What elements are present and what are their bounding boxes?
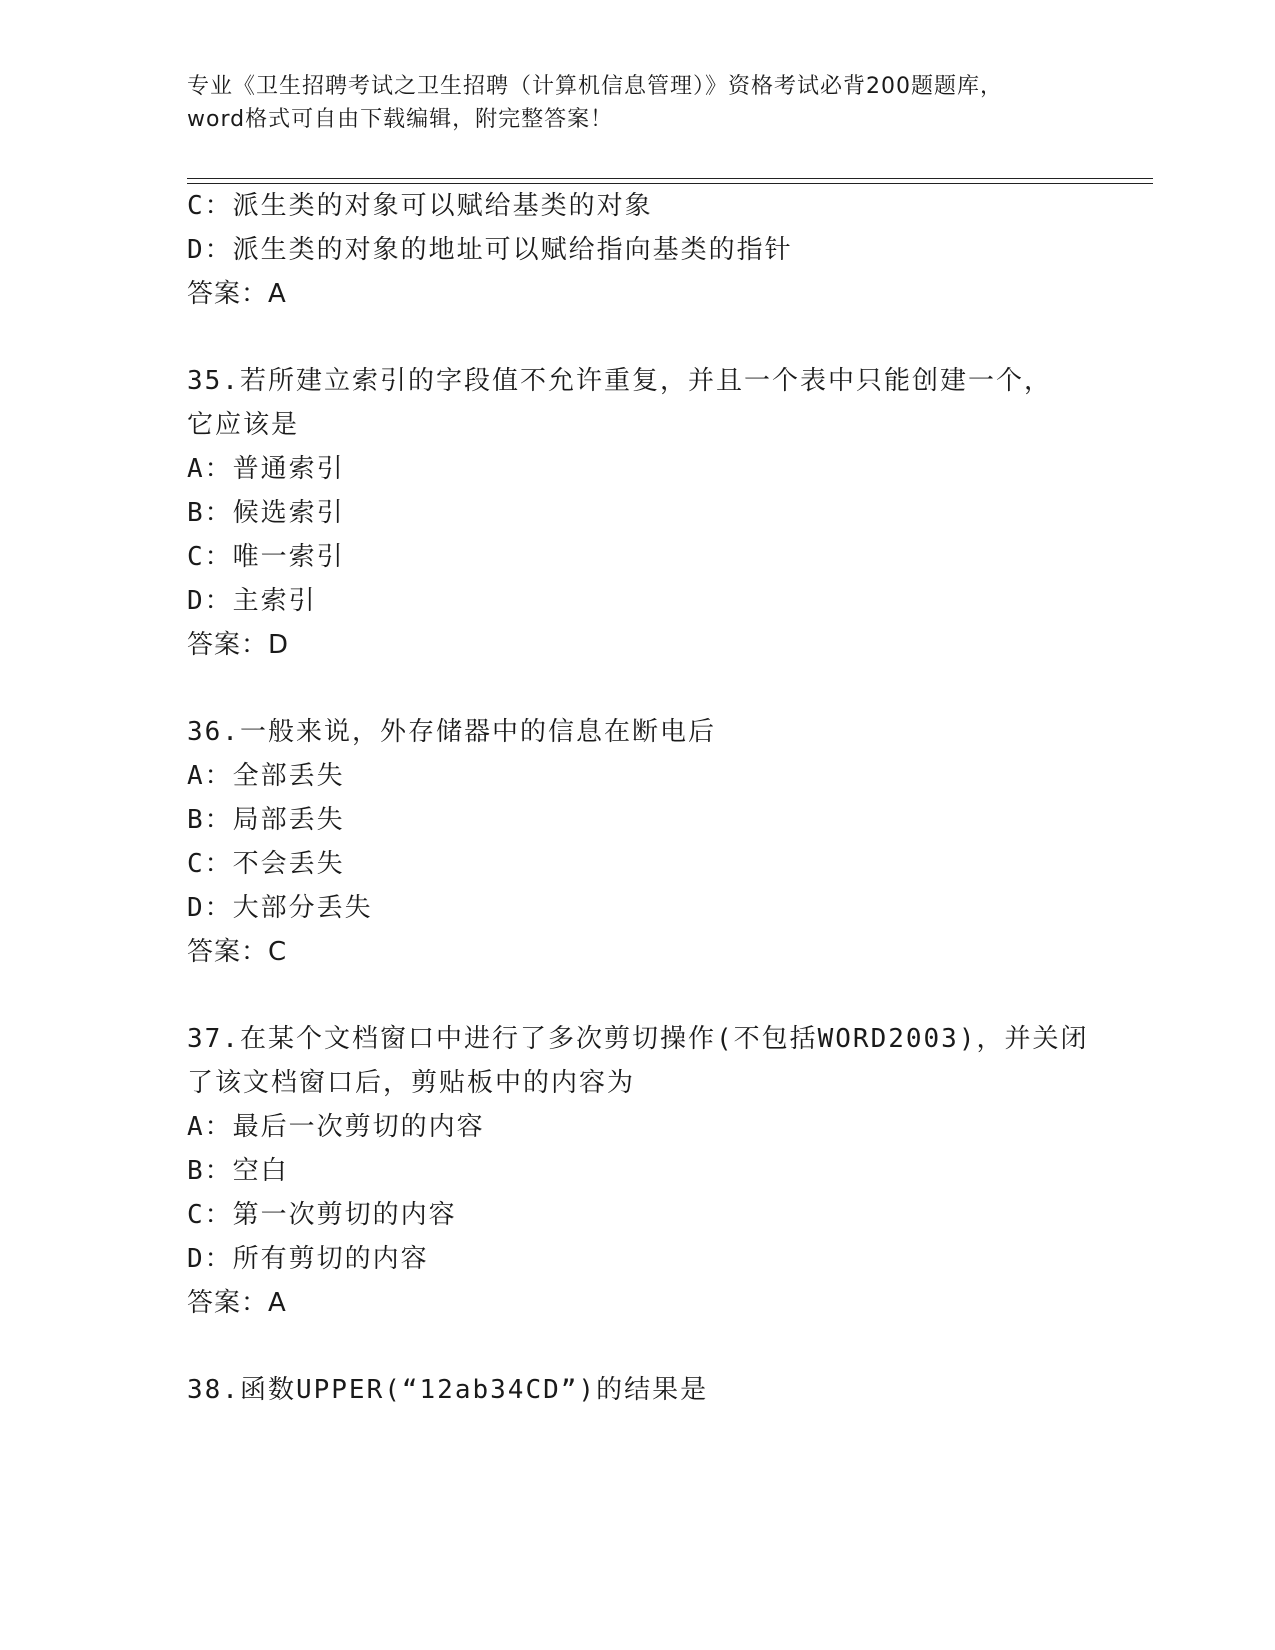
header-divider-top bbox=[187, 178, 1153, 179]
option-c: C：不会丢失 bbox=[187, 849, 345, 879]
answer-label: 答案：A bbox=[187, 279, 287, 309]
option-b: B：空白 bbox=[187, 1156, 289, 1186]
document-title bbox=[187, 70, 1087, 136]
question-stem: 38.函数UPPER(“12ab34CD”)的结果是 bbox=[187, 1375, 709, 1405]
option-d: D：派生类的对象的地址可以赋给指向基类的指针 bbox=[187, 235, 793, 265]
answer-label: 答案：D bbox=[187, 630, 290, 660]
option-d: D：所有剪切的内容 bbox=[187, 1244, 429, 1274]
option-c: C：唯一索引 bbox=[187, 542, 345, 572]
option-b: B：局部丢失 bbox=[187, 805, 345, 835]
title-line-2: word格式可自由下载编辑，附完整答案！ bbox=[187, 107, 614, 132]
question-stem-continued: 了该文档窗口后，剪贴板中的内容为 bbox=[187, 1068, 636, 1098]
header-divider-bottom bbox=[187, 183, 1153, 184]
question-stem: 37.在某个文档窗口中进行了多次剪切操作(不包括WORD2003)，并关闭 bbox=[187, 1024, 1089, 1054]
answer-label: 答案：A bbox=[187, 1288, 287, 1318]
question-stem: 35.若所建立索引的字段值不允许重复，并且一个表中只能创建一个， bbox=[187, 366, 1052, 396]
option-c: C：派生类的对象可以赋给基类的对象 bbox=[187, 191, 653, 221]
option-d: D：主索引 bbox=[187, 586, 317, 616]
option-d: D：大部分丢失 bbox=[187, 893, 373, 923]
option-c: C：第一次剪切的内容 bbox=[187, 1200, 457, 1230]
option-a: A：最后一次剪切的内容 bbox=[187, 1112, 485, 1142]
question-stem: 36.一般来说，外存储器中的信息在断电后 bbox=[187, 717, 716, 747]
question-stem-continued: 它应该是 bbox=[187, 410, 300, 440]
option-a: A：普通索引 bbox=[187, 454, 345, 484]
option-a: A：全部丢失 bbox=[187, 761, 345, 791]
answer-label: 答案：C bbox=[187, 937, 288, 967]
title-line-1: 专业《卫生招聘考试之卫生招聘（计算机信息管理）》资格考试必背200题题库， bbox=[187, 74, 1003, 99]
option-b: B：候选索引 bbox=[187, 498, 345, 528]
